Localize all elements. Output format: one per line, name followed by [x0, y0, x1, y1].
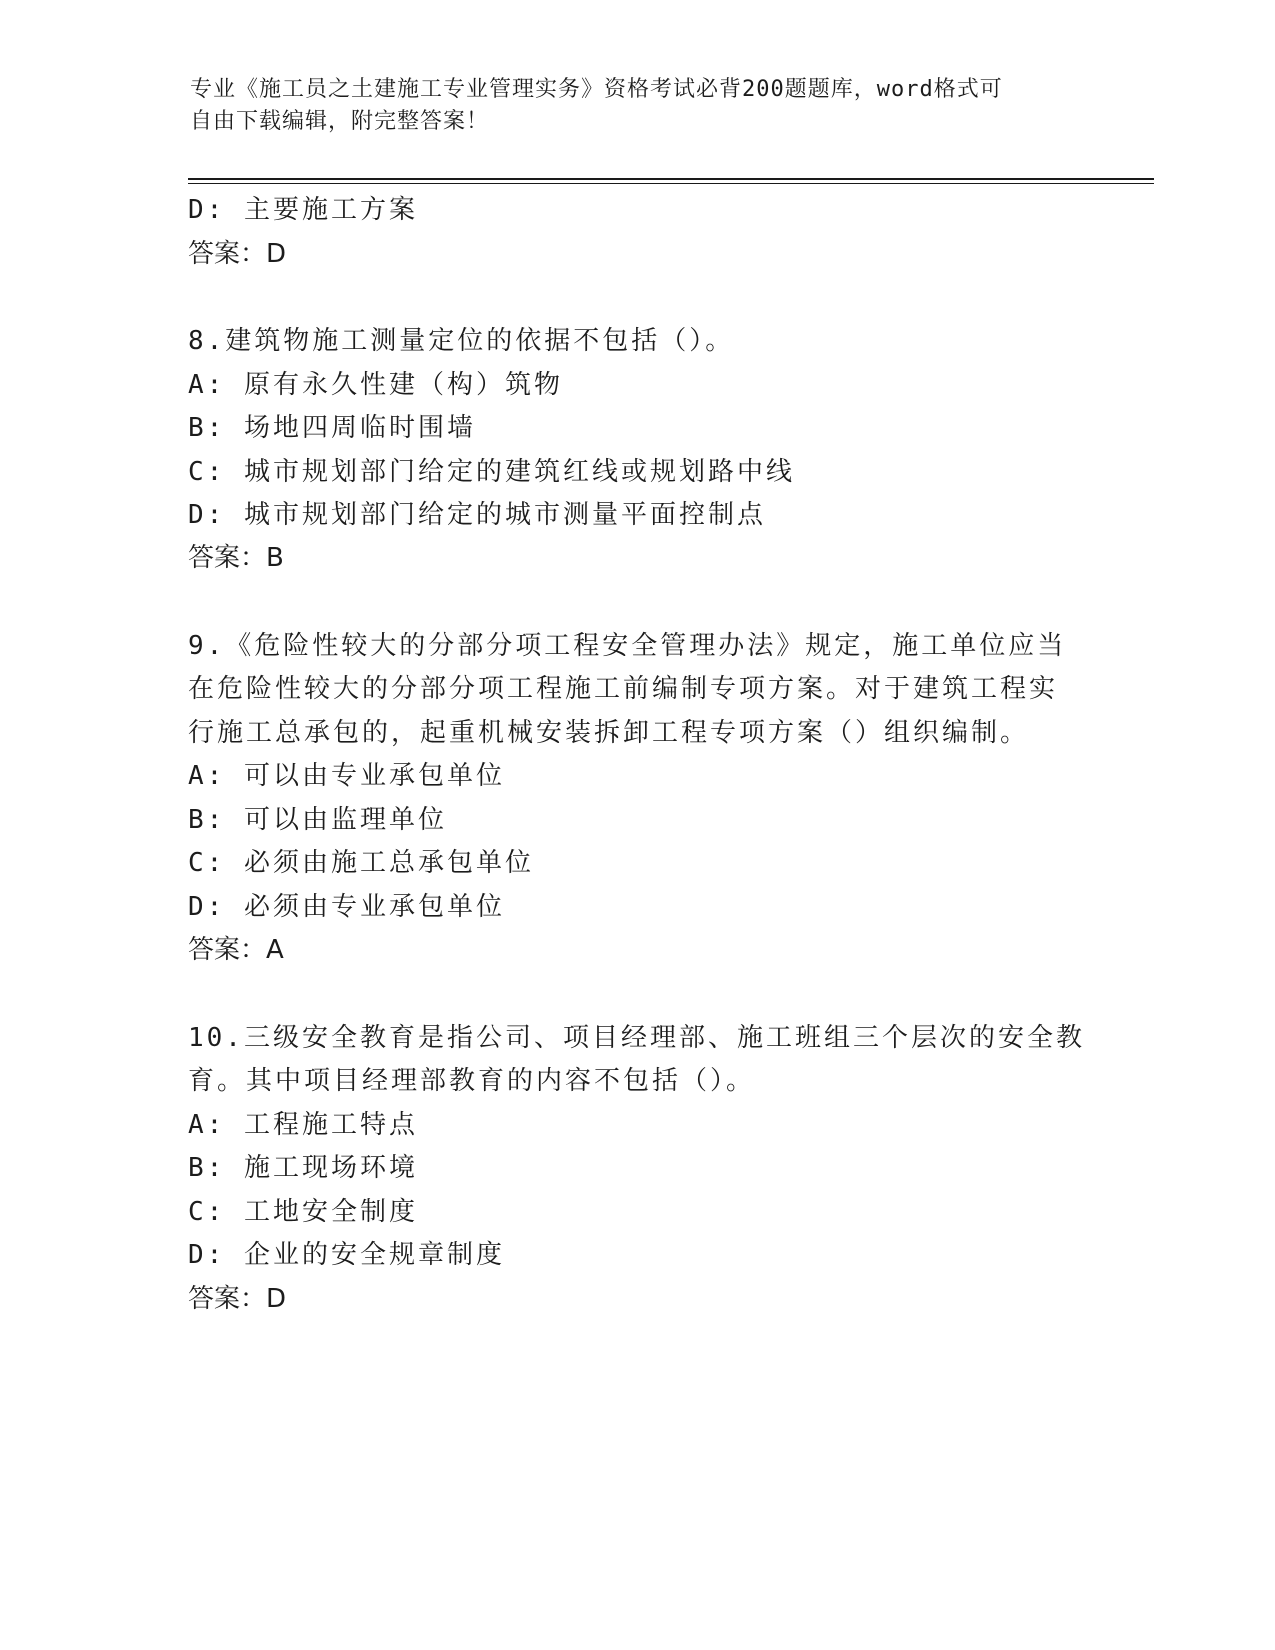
- q9-stem-line-2: 在危险性较大的分部分项工程施工前编制专项方案。对于建筑工程实: [188, 674, 1059, 704]
- q8-option-a: A: 原有永久性建（构）筑物: [188, 370, 563, 400]
- q10-stem-line-1: 10.三级安全教育是指公司、项目经理部、施工班组三个层次的安全教: [188, 1023, 1085, 1053]
- header-line-1: 专业《施工员之土建施工专业管理实务》资格考试必背200题题库，word格式可: [190, 77, 1003, 102]
- header-divider-thick: [188, 178, 1154, 180]
- q10-option-b: B: 施工现场环境: [188, 1153, 418, 1183]
- prev-answer: 答案：D: [188, 239, 287, 269]
- q8-stem: 8.建筑物施工测量定位的依据不包括（）。: [188, 326, 735, 356]
- q9-stem-line-3: 行施工总承包的，起重机械安装拆卸工程专项方案（）组织编制。: [188, 718, 1030, 748]
- header-line-2: 自由下载编辑，附完整答案！: [190, 109, 490, 134]
- q8-option-b: B: 场地四周临时围墙: [188, 413, 476, 443]
- q8-option-c: C: 城市规划部门给定的建筑红线或规划路中线: [188, 457, 795, 487]
- prev-option-d: D: 主要施工方案: [188, 195, 418, 225]
- q9-answer: 答案：A: [188, 935, 284, 965]
- q10-option-a: A: 工程施工特点: [188, 1110, 418, 1140]
- document-header: [190, 74, 1070, 138]
- header-divider-thin: [188, 183, 1154, 184]
- q9-stem-line-1: 9.《危险性较大的分部分项工程安全管理办法》规定，施工单位应当: [188, 631, 1067, 661]
- q8-answer: 答案：B: [188, 543, 284, 573]
- q10-option-c: C: 工地安全制度: [188, 1197, 418, 1227]
- q9-option-c: C: 必须由施工总承包单位: [188, 848, 534, 878]
- q9-option-d: D: 必须由专业承包单位: [188, 892, 505, 922]
- q9-option-a: A: 可以由专业承包单位: [188, 761, 505, 791]
- q8-option-d: D: 城市规划部门给定的城市测量平面控制点: [188, 500, 766, 530]
- q10-stem-line-2: 育。其中项目经理部教育的内容不包括（）。: [188, 1066, 756, 1096]
- q10-answer: 答案：D: [188, 1284, 287, 1314]
- q10-option-d: D: 企业的安全规章制度: [188, 1240, 505, 1270]
- q9-option-b: B: 可以由监理单位: [188, 805, 447, 835]
